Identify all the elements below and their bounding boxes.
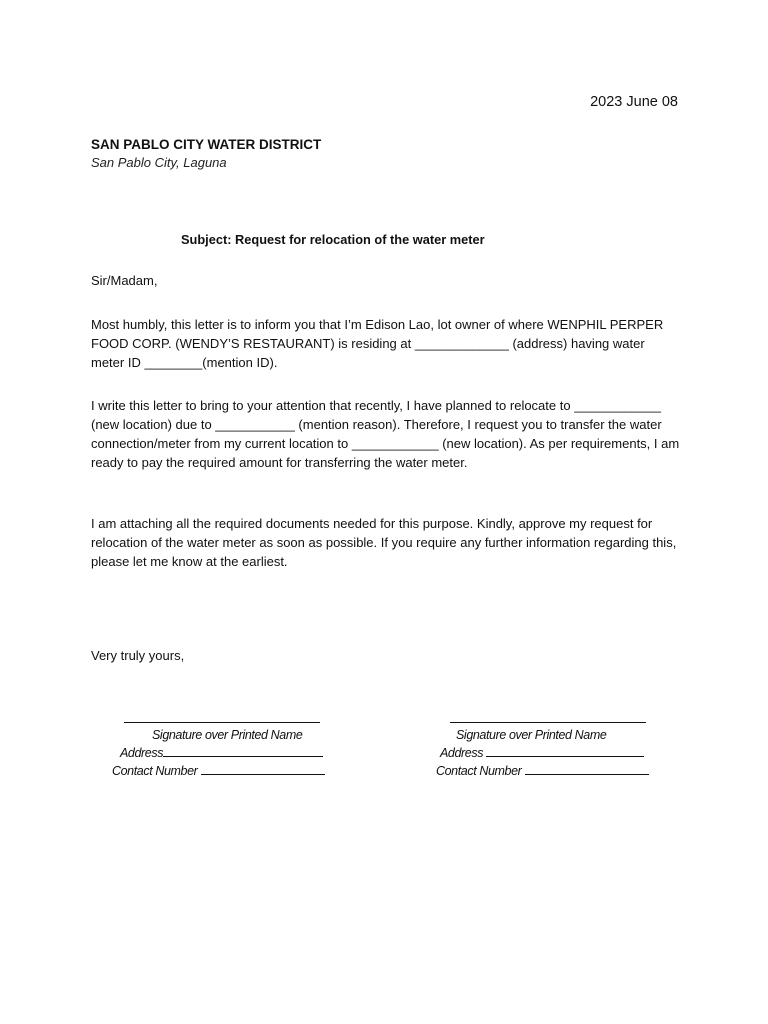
body-paragraph-2: I write this letter to bring to your attention that recently, I have planned to relocate to ____________ (new location) due to ___________ (mention reason). Therefore, I request you to transfer the water connection/meter from my current location to ____________ (new location). As per requirements, I am ready to pay the required amount for transferring the water meter. xyxy=(91,398,680,470)
signature-line xyxy=(124,722,320,723)
closing: Very truly yours, xyxy=(91,648,185,663)
signature-block-left xyxy=(112,722,342,780)
contact-number-blank xyxy=(201,763,325,775)
signature-line xyxy=(450,722,646,723)
address-label: Address xyxy=(440,746,484,760)
letter-date: 2023 June 08 xyxy=(590,94,678,110)
address-field xyxy=(440,744,666,762)
contact-number-field xyxy=(112,762,342,780)
address-label: Address xyxy=(120,746,164,760)
subject-line: Subject: Request for relocation of the water meter xyxy=(181,232,485,247)
contact-number-label: Contact Number xyxy=(436,764,522,778)
signature-caption: Signature over Printed Name xyxy=(456,728,607,742)
signature-block-right xyxy=(436,722,666,780)
address-blank xyxy=(486,745,644,757)
recipient-name: SAN PABLO CITY WATER DISTRICT xyxy=(91,137,322,152)
contact-number-label: Contact Number xyxy=(112,764,198,778)
address-blank xyxy=(163,745,323,757)
body-paragraph-1: Most humbly, this letter is to inform you that I’m Edison Lao, lot owner of where WENPHIL PERPER FOOD CORP. (WENDY’S RESTAURANT) is residing at _____________ (address) having water meter ID ________(mention ID). xyxy=(91,317,664,370)
body-paragraph-3: I am attaching all the required documents needed for this purpose. Kindly, approve my request for relocation of the water meter as soon as possible. If you require any further information regarding this, please let me know at the earliest. xyxy=(91,516,677,569)
contact-number-field xyxy=(436,762,666,780)
address-field xyxy=(120,744,342,762)
signature-caption: Signature over Printed Name xyxy=(152,728,303,742)
salutation: Sir/Madam, xyxy=(91,273,158,288)
recipient-address: San Pablo City, Laguna xyxy=(91,155,227,170)
contact-number-blank xyxy=(525,763,649,775)
